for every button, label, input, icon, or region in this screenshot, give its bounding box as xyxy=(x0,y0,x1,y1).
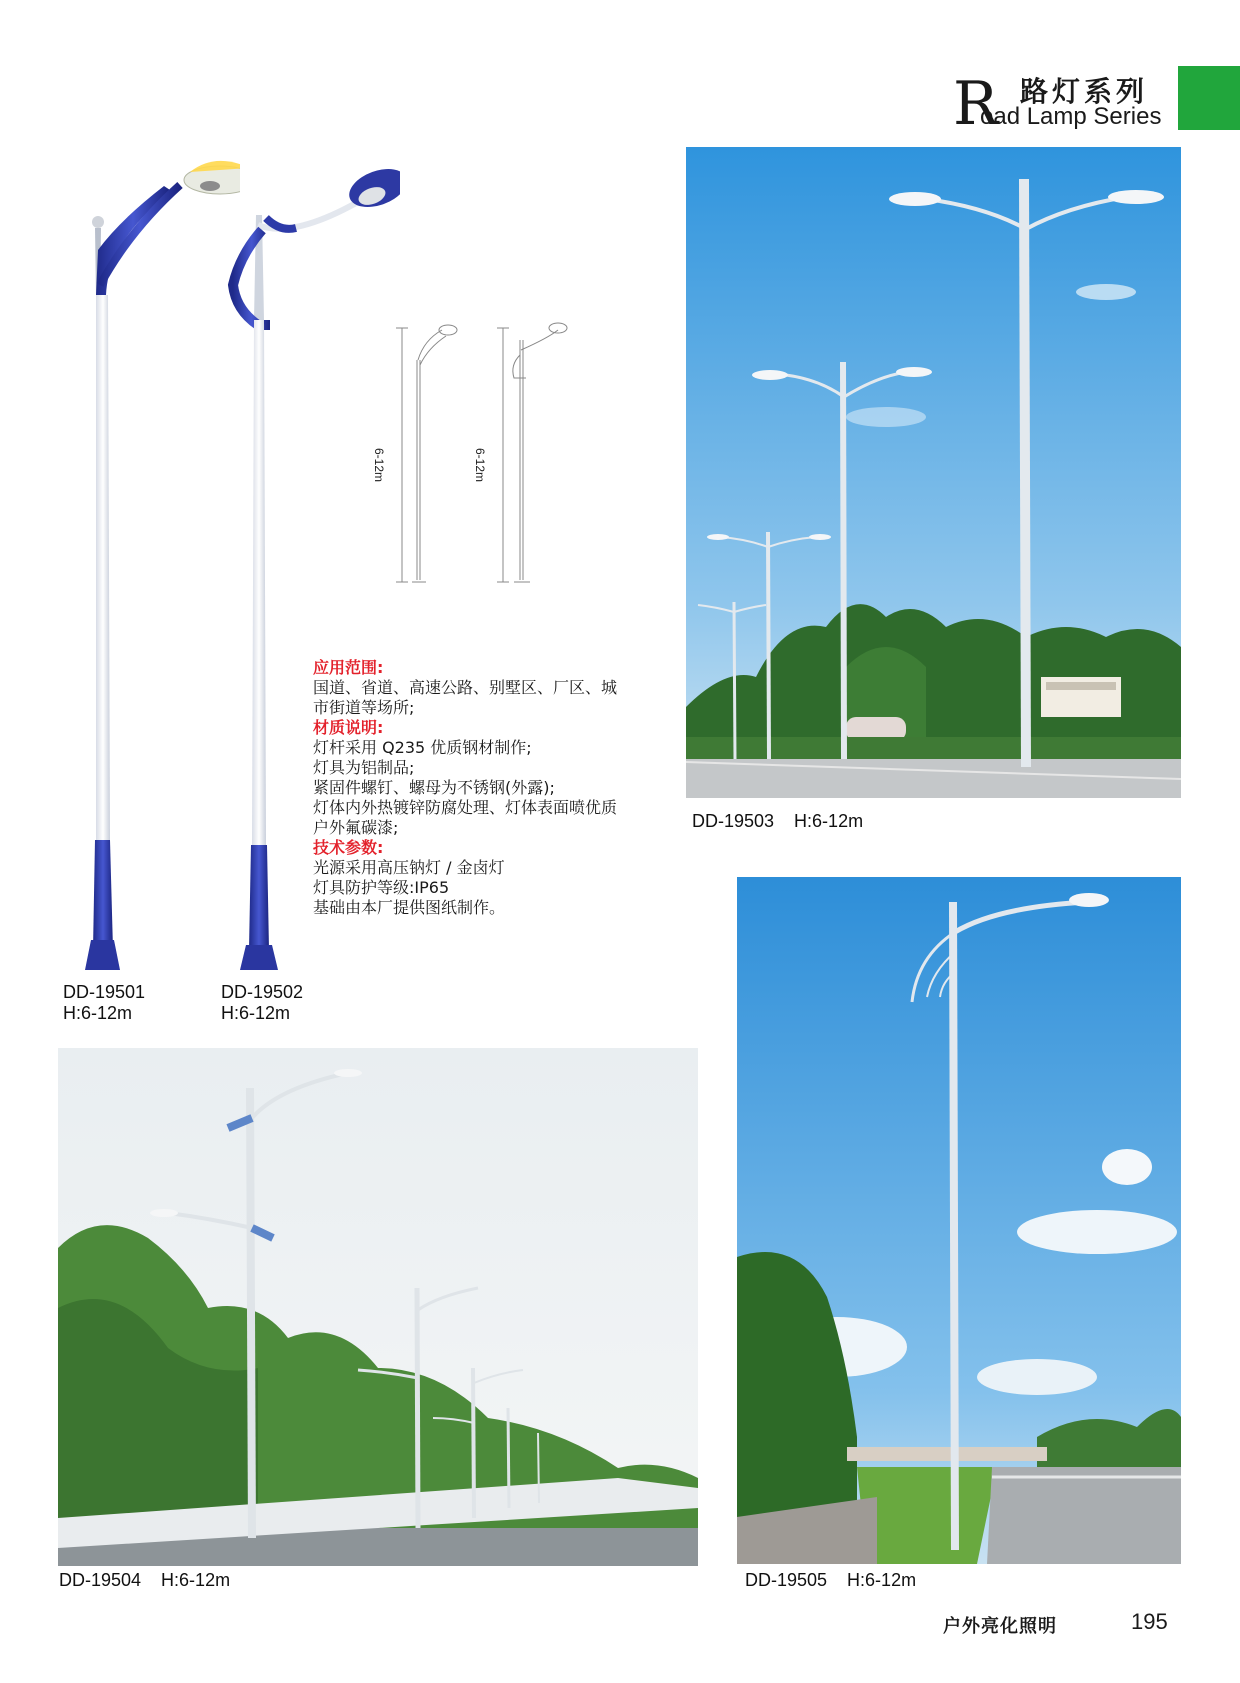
product-code: DD-19503 xyxy=(692,811,775,831)
application-heading: 应用范围: xyxy=(313,658,384,677)
material-heading: 材质说明: xyxy=(313,718,384,737)
section-color-tab xyxy=(1178,66,1240,130)
product-height: H:6-12m xyxy=(794,811,864,831)
application-text-2: 市街道等场所; xyxy=(313,698,415,717)
product-code: DD-19502 xyxy=(221,982,304,1002)
product-19501-image xyxy=(60,150,240,980)
dimension-label-2: 6-12m xyxy=(473,448,487,483)
tech-text-2: 灯具防护等级:IP65 xyxy=(313,878,450,897)
caption-19503 xyxy=(692,811,863,832)
tech-text-3: 基础由本厂提供图纸制作。 xyxy=(313,898,506,917)
spec-block xyxy=(313,658,653,918)
material-text-4: 灯体内外热镀锌防腐处理、灯体表面喷优质 xyxy=(313,798,618,817)
series-title-initial: R xyxy=(953,69,999,139)
product-code: DD-19504 xyxy=(59,1570,142,1590)
caption-19501 xyxy=(63,982,145,1024)
product-height: H:6-12m xyxy=(847,1570,917,1590)
application-text-1: 国道、省道、高速公路、别墅区、厂区、城 xyxy=(313,678,618,697)
product-height: H:6-12m xyxy=(221,1003,291,1023)
caption-19502 xyxy=(221,982,303,1024)
caption-19505 xyxy=(745,1570,916,1591)
series-title-en: oad Lamp Series xyxy=(980,103,1162,130)
caption-19504 xyxy=(59,1570,230,1591)
product-code: DD-19505 xyxy=(745,1570,828,1590)
dimension-label-1: 6-12m xyxy=(372,448,386,483)
material-text-1: 灯杆采用 Q235 优质钢材制作; xyxy=(313,738,532,757)
material-text-3: 紧固件螺钉、螺母为不锈钢(外露); xyxy=(313,778,555,797)
series-title-cn: 路灯系列 xyxy=(1020,75,1149,108)
material-text-2: 灯具为铝制品; xyxy=(313,758,415,777)
product-19503-photo xyxy=(686,147,1181,798)
product-19505-photo xyxy=(737,877,1181,1564)
tech-heading: 技术参数: xyxy=(313,838,384,857)
material-text-5: 户外氟碳漆; xyxy=(313,818,399,837)
tech-text-1: 光源采用高压钠灯 / 金卤灯 xyxy=(313,858,505,877)
page-number: 195 xyxy=(1131,1609,1168,1634)
footer-section-label: 户外亮化照明 xyxy=(943,1616,1057,1637)
product-height: H:6-12m xyxy=(63,1003,133,1023)
product-19504-photo xyxy=(58,1048,698,1566)
product-code: DD-19501 xyxy=(63,982,146,1002)
product-height: H:6-12m xyxy=(161,1570,231,1590)
